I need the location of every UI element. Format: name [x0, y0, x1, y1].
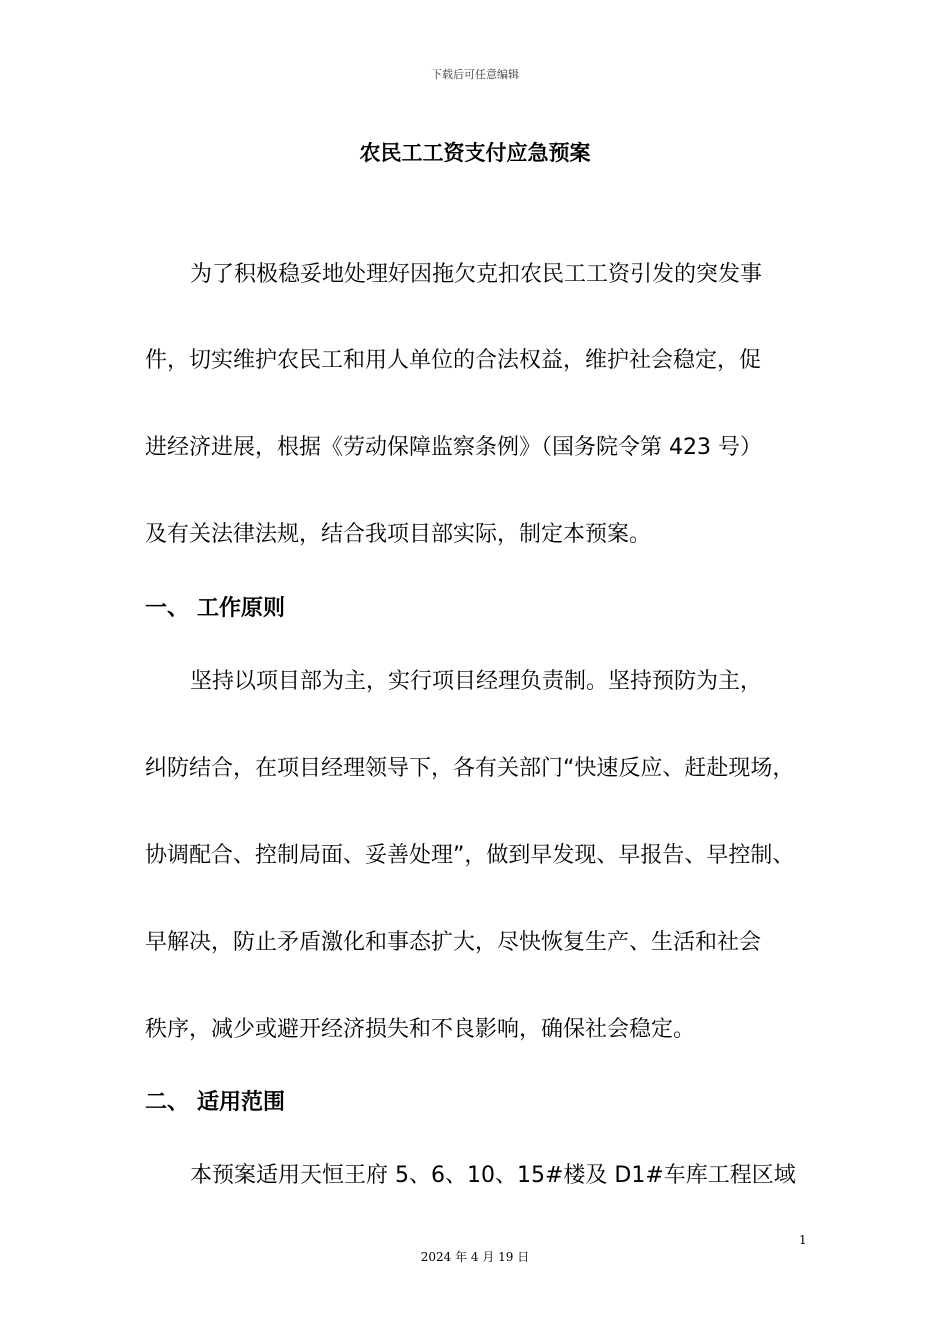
section-heading-1 [145, 594, 285, 624]
section-heading-2 [145, 1088, 285, 1118]
intro-line-3: 进经济进展，根据《劳动保障监察条例》（国务院令第 423 号） [145, 435, 762, 460]
footer-date: 2024 年 4 月 19 日 [420, 1250, 530, 1264]
header-note: 下载后可任意编辑 [431, 68, 519, 81]
section1-line-1: 坚持以项目部为主，实行项目经理负责制。坚持预防为主， [190, 669, 763, 694]
section1-line-4: 早解决，防止矛盾激化和事态扩大，尽快恢复生产、生活和社会 [145, 930, 762, 955]
section2-line-1: 本预案适用天恒王府 5、6、10、15#楼及 D1#车库工程区域 [190, 1163, 796, 1188]
page-number: 1 [799, 1233, 807, 1247]
section1-line-3: 协调配合、控制局面、妥善处理”，做到早发现、早报告、早控制、 [145, 843, 795, 868]
section-number-1: 一、 [145, 596, 190, 621]
section-title-1: 工作原则 [197, 596, 286, 621]
intro-line-1: 为了积极稳妥地处理好因拖欠克扣农民工工资引发的突发事 [190, 262, 763, 287]
intro-line-2: 件，切实维护农民工和用人单位的合法权益，维护社会稳定，促 [145, 348, 762, 373]
document-title: 农民工工资支付应急预案 [359, 141, 591, 165]
section-number-2: 二、 [145, 1090, 190, 1115]
section1-line-2: 纠防结合，在项目经理领导下，各有关部门“快速反应、赶赴现场， [145, 756, 795, 781]
section-title-2: 适用范围 [197, 1090, 286, 1115]
intro-line-4: 及有关法律法规，结合我项目部实际，制定本预案。 [145, 522, 652, 547]
section1-line-5: 秩序，减少或避开经济损失和不良影响，确保社会稳定。 [145, 1017, 696, 1042]
